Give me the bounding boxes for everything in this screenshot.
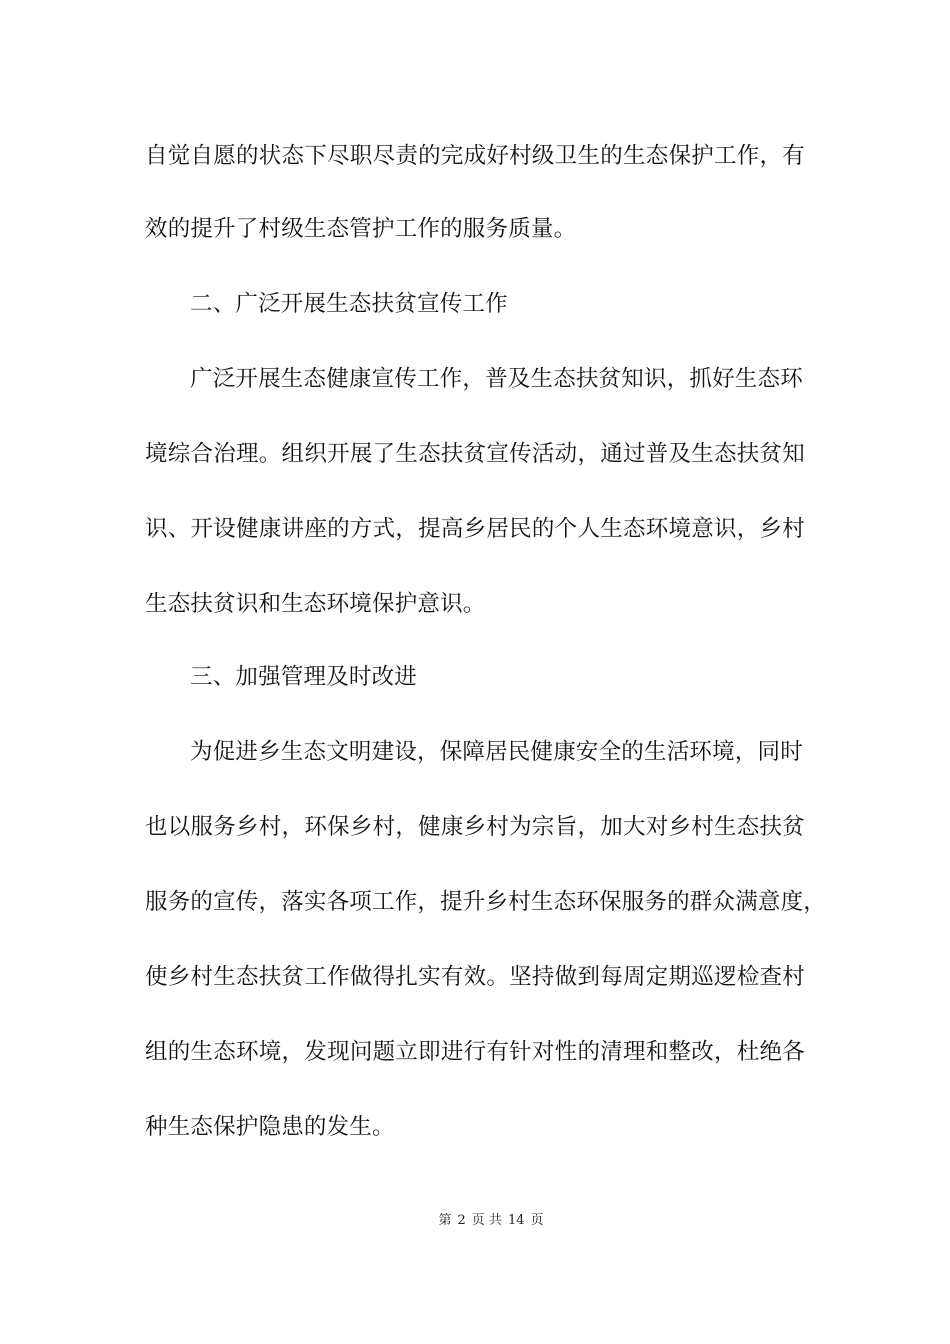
paragraph-line: 组的生态环境，发现问题立即进行有针对性的清理和整改，杜绝各 <box>145 1039 805 1065</box>
paragraph-line: 广泛开展生态健康宣传工作，普及生态扶贫知识，抓好生态环 <box>190 366 803 392</box>
paragraph-line: 自觉自愿的状态下尽职尽责的完成好村级卫生的生态保护工作，有 <box>145 143 805 169</box>
paragraph-line: 服务的宣传，落实各项工作，提升乡村生态环保服务的群众满意度， <box>145 889 827 915</box>
section-heading: 二、广泛开展生态扶贫宣传工作 <box>190 291 508 317</box>
footer-suffix: 页 <box>530 1213 544 1228</box>
paragraph-line: 也以服务乡村，环保乡村，健康乡村为宗旨，加大对乡村生态扶贫 <box>145 814 805 840</box>
paragraph-line: 效的提升了村级生态管护工作的服务质量。 <box>145 216 577 242</box>
footer-mid: 页 共 <box>471 1213 502 1228</box>
footer-total-pages: 14 <box>507 1213 525 1228</box>
paragraph-line: 为促进乡生态文明建设，保障居民健康安全的生活环境，同时 <box>190 739 803 765</box>
paragraph-line: 种生态保护隐患的发生。 <box>145 1114 395 1140</box>
page-footer <box>0 1212 950 1230</box>
paragraph-line: 境综合治理。组织开展了生态扶贫宣传活动，通过普及生态扶贫知 <box>145 441 805 467</box>
footer-prefix: 第 <box>438 1213 452 1228</box>
section-heading: 三、加强管理及时改进 <box>190 664 418 690</box>
paragraph-line: 识、开设健康讲座的方式，提高乡居民的个人生态环境意识，乡村 <box>145 516 805 542</box>
paragraph-line: 使乡村生态扶贫工作做得扎实有效。坚持做到每周定期巡逻检查村 <box>145 964 805 990</box>
footer-page-number: 2 <box>457 1213 466 1228</box>
paragraph-line: 生态扶贫识和生态环境保护意识。 <box>145 591 486 617</box>
